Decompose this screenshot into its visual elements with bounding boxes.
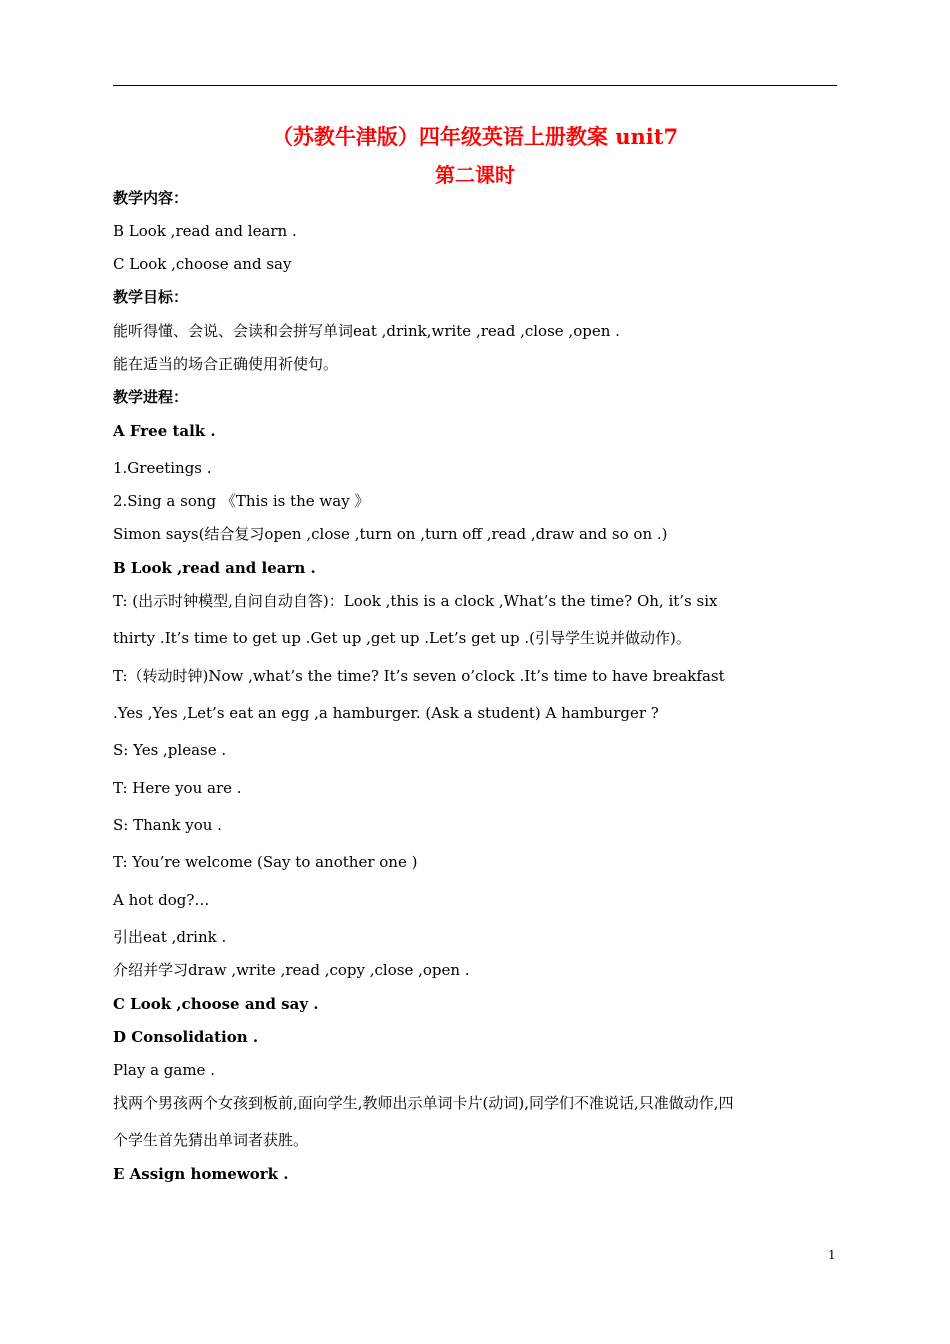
body-line: Simon says(结合复习open ,close ,turn on ,turn off ,read ,draw and so on .) <box>113 525 668 543</box>
objective-line: 能听得懂、会说、会读和会拼写单词eat ,drink,write ,read ,close ,open . <box>113 322 620 340</box>
body-line: 引出eat ,drink . <box>113 928 227 946</box>
step-heading-c: C Look ,choose and say . <box>113 995 319 1013</box>
dialogue-line: thirty .It’s time to get up .Get up ,get up .Let’s get up .(引导学生说并做动作)。 <box>113 629 691 647</box>
body-line: 1.Greetings . <box>113 459 212 477</box>
dialogue-line: .Yes ,Yes ,Let’s eat an egg ,a hamburger. (Ask a student) A hamburger ? <box>113 704 659 722</box>
dialogue-line: S: Thank you . <box>113 816 222 834</box>
step-heading-d: D Consolidation . <box>113 1028 259 1046</box>
step-heading-e: E Assign homework . <box>113 1165 289 1183</box>
dialogue-line: T: You’re welcome (Say to another one ) <box>113 853 418 871</box>
content-line-b: B Look ,read and learn . <box>113 222 297 240</box>
step-heading-a: A Free talk . <box>113 422 216 440</box>
body-line: Play a game . <box>113 1061 215 1079</box>
dialogue-line: T: (出示时钟模型,自问自动自答)：Look ,this is a clock ,What’s the time? Oh, it’s six <box>113 592 718 610</box>
body-line: 找两个男孩两个女孩到板前,面向学生,教师出示单词卡片(动词),同学们不准说话,只准做动作,四 <box>113 1094 734 1112</box>
header-rule <box>113 85 837 86</box>
body-line: 介绍并学习draw ,write ,read ,copy ,close ,open . <box>113 961 470 979</box>
objective-line: 能在适当的场合正确使用祈使句。 <box>113 355 339 373</box>
dialogue-line: T:（转动时钟)Now ,what’s the time? It’s seven o’clock .It’s time to have breakfast <box>113 667 725 685</box>
step-heading-b: B Look ,read and learn . <box>113 559 316 577</box>
page-number: 1 <box>828 1248 836 1262</box>
section-heading-process: 教学进程： <box>113 388 189 406</box>
dialogue-line: T: Here you are . <box>113 779 242 797</box>
body-line: 个学生首先猜出单词者获胜。 <box>113 1131 309 1149</box>
document-title: （苏教牛津版）四年级英语上册教案 unit7 <box>271 124 679 149</box>
dialogue-line: A hot dog?… <box>113 891 210 909</box>
section-heading-content: 教学内容： <box>113 189 189 207</box>
body-line: 2.Sing a song 《This is the way 》 <box>113 492 370 510</box>
document-subtitle: 第二课时 <box>435 163 515 187</box>
dialogue-line: S: Yes ,please . <box>113 741 227 759</box>
section-heading-objectives: 教学目标： <box>113 288 189 306</box>
content-line-c: C Look ,choose and say <box>113 255 292 273</box>
